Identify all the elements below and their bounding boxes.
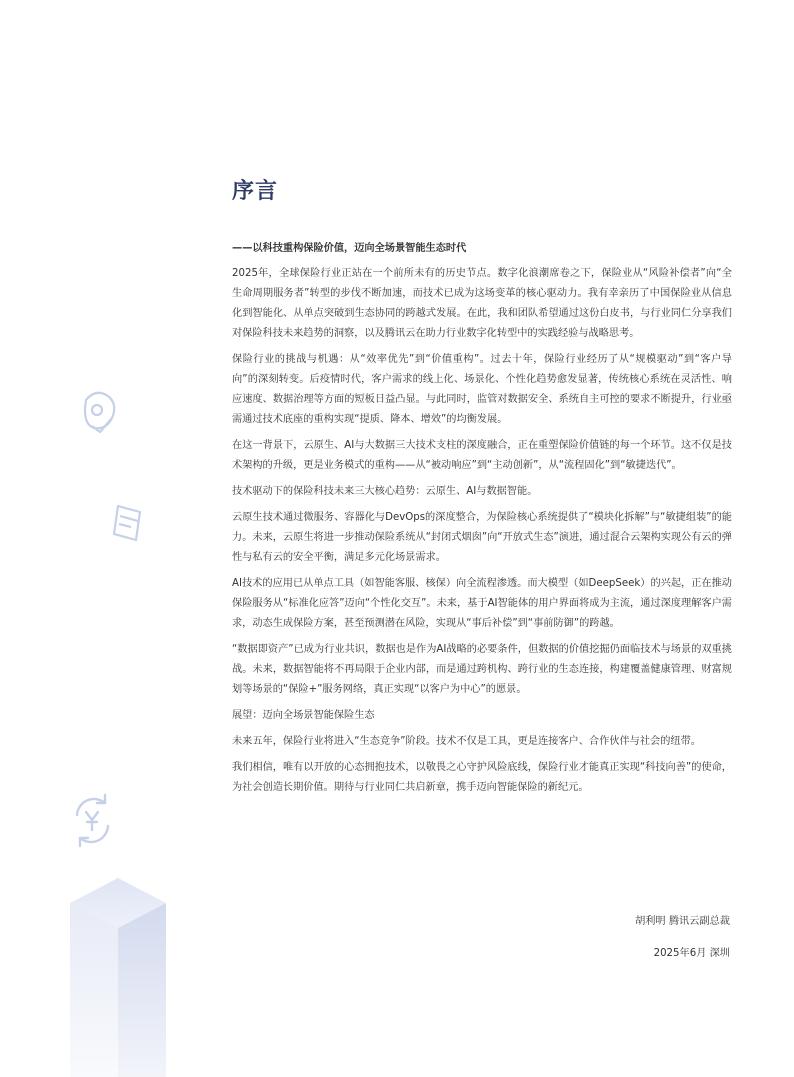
data-stream-lines: [76, 330, 162, 790]
body-text: [232, 264, 732, 804]
paragraph: 展望：迈向全场景智能保险生态: [232, 710, 375, 721]
paragraph: “数据即资产”已成为行业共识，数据也是作为AI战略的必要条件，但数据的价值挖掘仍面临技术与场景的双重挑战。未来，数据智能将不再局限于企业内部，而是通过跨机构、跨行业的生态连接，构建覆盖健康管理、财富规划等场景的“保险+”服务网络，真正实现“以客户为中心”的愿景。: [232, 644, 732, 695]
isometric-block: [70, 878, 166, 1077]
paragraph: 2025年，全球保险行业正站在一个前所未有的历史节点。数字化浪潮席卷之下，保险业从“风险补偿者”向“全生命周期服务者”转型的步伐不断加速，而技术已成为这场变革的核心驱动力。我有幸亲历了中国保险业从信息化到智能化、从单点突破到生态协同的跨越式发展。在此，我和团队希望通过这份白皮书，与行业同仁分享我们对保险科技未来趋势的洞察，以及腾讯云在助力行业数字化转型中的实践经验与战略思考。: [232, 268, 732, 339]
paragraph: 云原生技术通过微服务、容器化与DevOps的深度整合，为保险核心系统提供了“模块化拆解”与“敏捷组装”的能力。未来，云原生将进一步推动保险系统从“封闭式烟囱”向“开放式生态”演进，通过混合云架构实现公有云的弹性与私有云的安全平衡，满足多元化场景需求。: [232, 512, 732, 563]
paragraph: 在这一背景下，云原生、AI与大数据三大技术支柱的深度融合，正在重塑保险价值链的每一个环节。这不仅是技术架构的升级，更是业务模式的重构——从“被动响应”到“主动创新”，从“流程固化”到“敏捷迭代”。: [232, 440, 732, 471]
paragraph: 保险行业的挑战与机遇：从“效率优先”到“价值重构”。过去十年，保险行业经历了从“规模驱动”到“客户导向”的深刻转变。后疫情时代，客户需求的线上化、场景化、个性化趋势愈发显著，传统核心系统在灵活性、响应速度、数据治理等方面的短板日益凸显。与此同时，监管对数据安全、系统自主可控的要求不断提升，行业亟需通过技术底座的重构实现“提质、降本、增效”的均衡发展。: [232, 354, 732, 425]
paragraph: 未来五年，保险行业将进入“生态竞争”阶段。技术不仅是工具，更是连接客户、合作伙伴与社会的纽带。: [232, 736, 701, 747]
shield-tech-icon: [85, 393, 114, 432]
signature-date-place: 2025年6月 深圳: [653, 948, 730, 959]
left-decoration: [0, 0, 230, 1077]
page-title: 序言: [232, 179, 279, 204]
paragraph: AI技术的应用已从单点工具（如智能客服、核保）向全流程渗透。而大模型（如DeepSeek）的兴起，正在推动保险服务从“标准化应答”迈向“个性化交互”。未来，基于AI智能体的用户界面将成为主流，通过深度理解客户需求，动态生成保险方案，甚至预测潜在风险，实现从“事后补偿”到“事前防御”的跨越。: [232, 578, 732, 629]
paragraph: 我们相信，唯有以开放的心态拥抱技术，以敬畏之心守护风险底线，保险行业才能真正实现“科技向善”的使命，为社会创造长期价值。期待与行业同仁共启新章，携手迈向智能保险的新纪元。: [232, 762, 732, 793]
page-subtitle: ——以科技重构保险价值，迈向全场景智能生态时代: [232, 243, 467, 254]
signature-author: 胡利明 腾讯云副总裁: [635, 916, 730, 927]
refresh-yuan-icon: [77, 795, 108, 846]
paragraph: 技术驱动下的保险科技未来三大核心趋势：云原生、AI与数据智能。: [232, 486, 538, 497]
signature-block: [635, 912, 730, 976]
card-icon: [114, 506, 140, 540]
